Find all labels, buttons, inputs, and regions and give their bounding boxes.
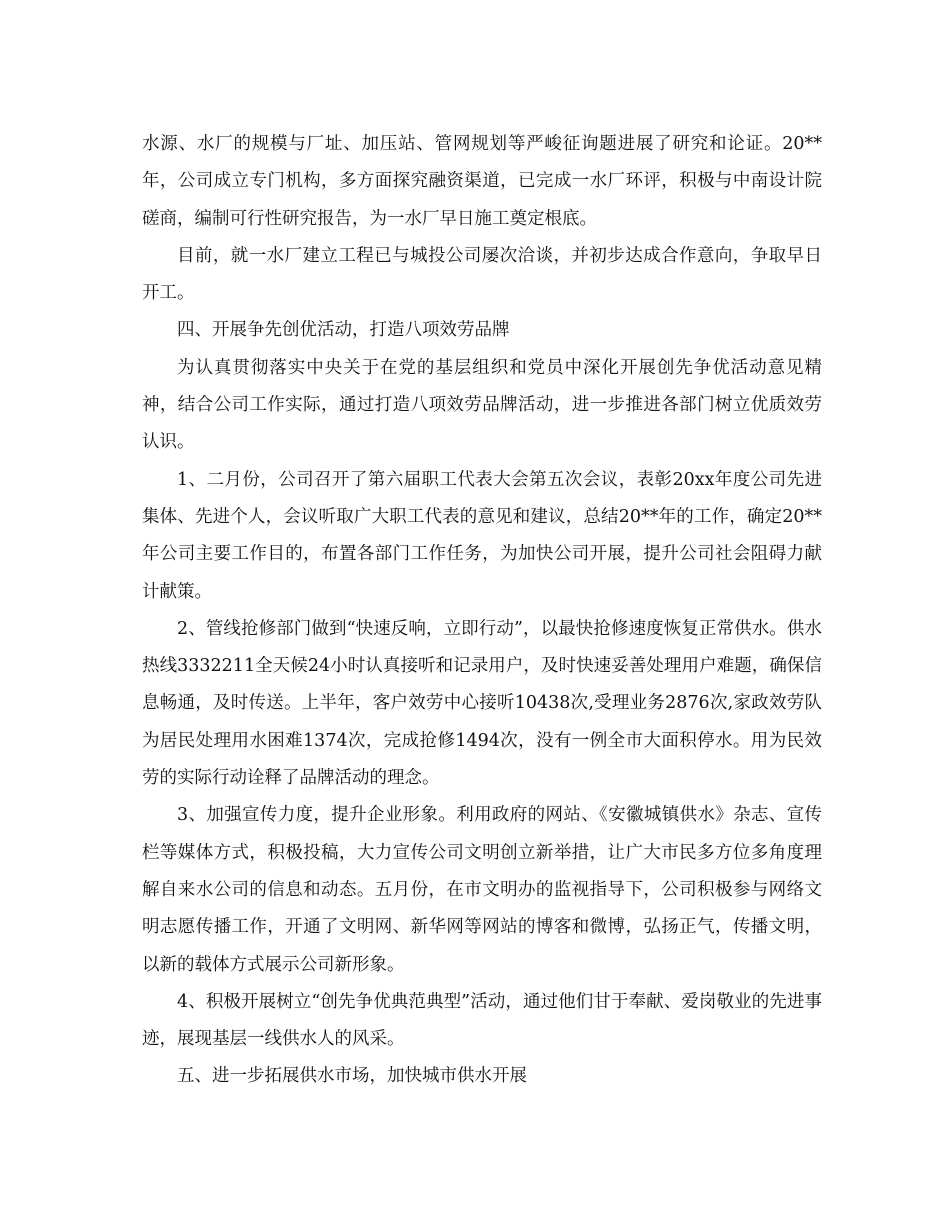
section-heading-four: 四、开展争先创优活动，打造八项效劳品牌	[177, 320, 510, 341]
section-heading-five: 五、进一步拓展供水市场，加快城市供水开展	[177, 1066, 527, 1087]
paragraph-item-4: 4、积极开展树立“创先争优典范典型”活动，通过他们甘于奉献、爱岗敬业的先进事迹，展现基层一线供水人的风采。	[142, 991, 822, 1050]
paragraph-water-source-planning: 水源、水厂的规模与厂址、加压站、管网规划等严峻征询题进展了研究和论证。20**年，公司成立专门机构，多方面探究融资渠道，已完成一水厂环评，积极与中南设计院磋商，编制可行性研究报告，为一水厂早日施工奠定根底。	[142, 134, 822, 229]
document-body	[142, 126, 822, 1096]
paragraph-item-2: 2、管线抢修部门做到“快速反响，立即行动”，以最快抢修速度恢复正常供水。供水热线3332211全天候24小时认真接听和记录用户，及时快速妥善处理用户难题，确保信息畅通，及时传送。上半年，客户效劳中心接听10438次,受理业务2876次,家政效劳队为居民处理用水困难1374次，完成抢修1494次，没有一例全市大面积停水。用为民效劳的实际行动诠释了品牌活动的理念。	[142, 618, 822, 789]
paragraph-item-3: 3、加强宣传力度，提升企业形象。利用政府的网站、《安徽城镇供水》杂志、宣传栏等媒体方式，积极投稿，大力宣传公司文明创立新举措，让广大市民多方位多角度理解自来水公司的信息和动态。五月份，在市文明办的监视指导下，公司积极参与网络文明志愿传播工作，开通了文明网、新华网等网站的博客和微博，弘扬正气，传播文明，以新的载体方式展示公司新形象。	[142, 805, 822, 975]
paragraph-service-brand-intro: 为认真贯彻落实中央关于在党的基层组织和党员中深化开展创先争优活动意见精神，结合公司工作实际，通过打造八项效劳品牌活动，进一步推进各部门树立优质效劳认识。	[142, 357, 822, 453]
paragraph-item-1: 1、二月份，公司召开了第六届职工代表大会第五次会议，表彰20xx年度公司先进集体、先进个人，会议听取广大职工代表的意见和建议，总结20**年的工作，确定20**年公司主要工作目的，布置各部门工作任务，为加快公司开展，提升公司社会阻碍力献计献策。	[142, 469, 822, 602]
paragraph-construction-negotiation: 目前，就一水厂建立工程已与城投公司屡次洽谈，并初步达成合作意向，争取早日开工。	[142, 245, 822, 304]
